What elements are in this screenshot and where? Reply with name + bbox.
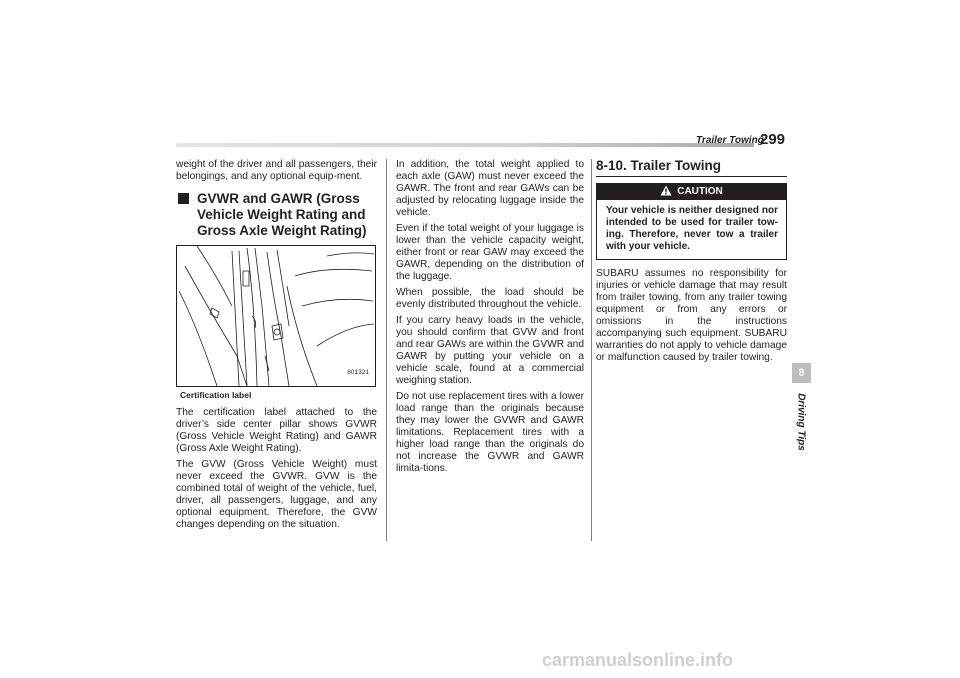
paragraph: The certification label attached to the driver’s side center pillar shows GVWR (Gross Vehicle Weight Rating) and GAWR (Gross Axle Weight Rating). — [176, 407, 377, 454]
header-section-title: Trailer Towing — [696, 135, 764, 146]
figure-caption: Certification label — [180, 390, 252, 400]
column-3 — [596, 159, 787, 368]
column-2 — [396, 159, 584, 479]
certification-label-figure — [176, 245, 376, 387]
paragraph: Do not use replacement tires with a lower load range than the originals because they may lower the GVWR and GAWR limitations. Replacement tires with a higher load range than the originals do not increase the GVWR and GAWR limita-tions. — [396, 391, 584, 474]
section-title: 8-10. Trailer Towing — [596, 160, 787, 177]
column-1 — [176, 159, 377, 535]
paragraph: SUBARU assumes no responsibility for injuries or vehicle damage that may result from trailer towing, from any trailer towing equipment or from any errors or omissions in the instructions accompanying such equipment. SUBARU warranties do not apply to vehicle damage or malfunction caused by trailer towing. — [596, 268, 787, 363]
column-divider-1 — [386, 159, 387, 541]
paragraph: If you carry heavy loads in the vehicle, you should confirm that GVW and front and rear GAWs are within the GVWR and GAWR by putting your vehicle on a vehicle scale, found at a commercial weighing station. — [396, 315, 584, 386]
paragraph: Even if the total weight of your luggage is lower than the vehicle capacity weight, either front or rear GAW may exceed the GAWR, depending on the distribution of the luggage. — [396, 223, 584, 282]
caution-header — [597, 184, 786, 200]
paragraph: When possible, the load should be evenly distributed throughout the vehicle. — [396, 287, 584, 310]
header-bar — [176, 143, 754, 147]
section-heading — [176, 191, 377, 239]
black-square-icon — [178, 193, 189, 204]
paragraph: The GVW (Gross Vehicle Weight) must never exceed the GVWR. GVW is the combined total of weight of the vehicle, fuel, driver, all passengers, luggage, and any optional equipment. Therefore, the GVW changes depending on the situation. — [176, 459, 377, 530]
heading-text: GVWR and GAWR (Gross Vehicle Weight Rating and Gross Axle Weight Rating) — [197, 191, 367, 238]
intro-text: weight of the driver and all passengers, their belongings, and any optional equip-ment. — [176, 159, 377, 182]
caution-label: CAUTION — [677, 186, 723, 197]
chapter-tab: 8 — [792, 363, 811, 383]
warning-triangle-icon — [660, 185, 672, 200]
figure-code: 801321 — [347, 369, 369, 376]
column-divider-2 — [591, 159, 592, 541]
paragraph: In addition, the total weight applied to each axle (GAW) must never exceed the GAWR. The front and rear GAWs can be adjusted by relocating luggage inside the vehicle. — [396, 159, 584, 218]
chapter-label: Driving Tips — [795, 393, 807, 451]
caution-text: Your vehicle is neither designed nor intended to be used for trailer tow-ing. Therefore, never tow a trailer with your vehicle. — [606, 205, 778, 252]
caution-box — [596, 183, 787, 260]
door-pillar-illustration — [177, 246, 375, 386]
page-number: 299 — [760, 131, 786, 148]
watermark: carmanualsonline.info — [542, 650, 734, 670]
